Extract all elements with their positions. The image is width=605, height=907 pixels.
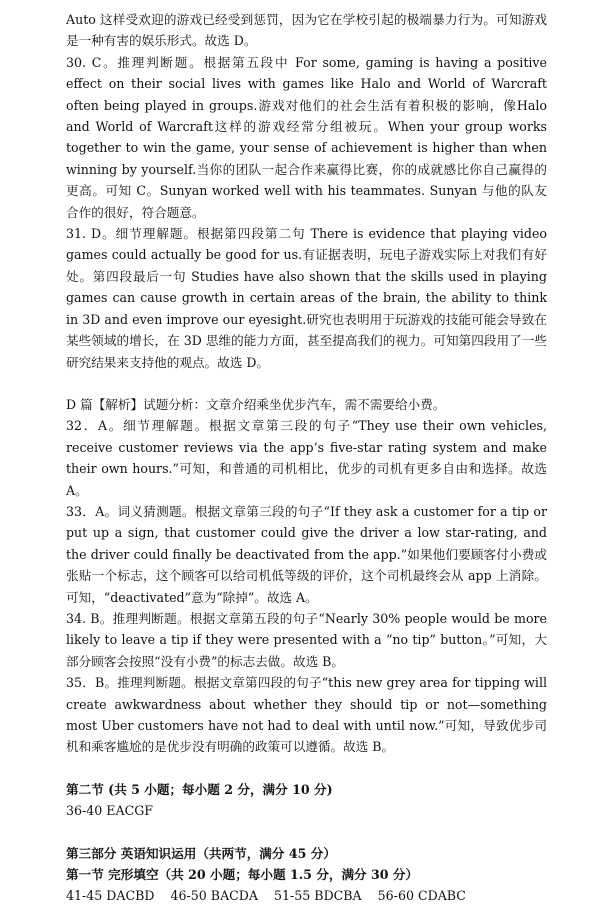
spacer <box>66 758 547 779</box>
cloze-heading: 第一节 完形填空（共 20 小题；每小题 1.5 分，满分 30 分） <box>66 867 419 883</box>
answer-35: 35．B。推理判断题。根据文章第四段的句子“this new grey area for tipping will create awkwardness about whether they should tip or not—something most Uber customers have not had to deal with until now.”可知，导致优步司机和乘客尴尬的是优步没有明确的政策可以遵循。故选 B。 <box>66 675 547 755</box>
answer-29-continued: Auto 这样受欢迎的游戏已经受到惩罚，因为它在学校引起的极端暴力行为。可知游戏是一种有害的娱乐形式。故选 D。 <box>66 12 547 49</box>
answer-31: 31. D。细节理解题。根据第四段第二句 There is evidence that playing video games could actually be good for us.有证据表明，玩电子游戏实际上对我们有好处。第四段最后一句 Studies have also shown that the skills used in playing games can cause growth in certain areas of the brain, the ability to think in 3D and even improve our eyesight.研究也表明用于玩游戏的技能可能会导致在某些领域的增长，在 3D 思维的能力方面，甚至提高我们的视力。可知第四段用了一些研究结果来支持他的观点。故选 D。 <box>66 226 547 370</box>
spacer <box>66 373 547 394</box>
answers-36-40: 36-40 EACGF <box>66 803 154 819</box>
passage-d-intro: D 篇【解析】试题分析：文章介绍乘坐优步汽车，需不需要给小费。 <box>66 396 446 412</box>
answer-34: 34. B。推理判断题。根据文章第五段的句子“Nearly 30% people would be more likely to leave a tip if they were presented with a “no tip” button。”可知，大部分顾客会按照“没有小费”的标志去做。故选 B。 <box>66 610 547 669</box>
answer-33: 33．A。词义猜测题。根据文章第三段的句子“If they ask a customer for a tip or put up a sign, that customer could give the driver a low star-rating, and the driver could finally be deactivated from the app.”如果他们要顾客付小费或张贴一个标志，这个顾客可以给司机低等级的评价，这个司机最终会从 app 上消除。可知，“deactivated”意为“除掉”。故选 A。 <box>66 503 547 605</box>
answers-41-60: 41-45 DACBD 46-50 BACDA 51-55 BDCBA 56-60 CDABC <box>66 888 466 904</box>
answer-30: 30. C。推理判断题。根据第五段中 For some, gaming is having a positive effect on their social lives with games like Halo and World of Warcraft often being played in groups.游戏对他们的社会生活有着积极的影响，像Halo and World of Warcraft这样的游戏经常分组被玩。When your group works together to win the game, your sense of achievement is higher than when winning by yourself.当你的团队一起合作来赢得比赛，你的成就感比你自己赢得的更高。可知 C。Sunyan worked well with his teammates. Sunyan 与他的队友合作的很好，符合题意。 <box>66 54 547 220</box>
spacer <box>66 822 547 843</box>
answer-32: 32．A。细节理解题。根据文章第三段的句子“They use their own vehicles, receive customer reviews via the app’s five-star rating system and make their own hours.”可知，和普通的司机相比，优步的司机有更多自由和选择。故选 A。 <box>66 418 547 498</box>
part-3-heading: 第三部分 英语知识运用（共两节，满分 45 分） <box>66 845 336 861</box>
section-2-heading: 第二节 (共 5 小题；每小题 2 分，满分 10 分) <box>66 781 333 797</box>
